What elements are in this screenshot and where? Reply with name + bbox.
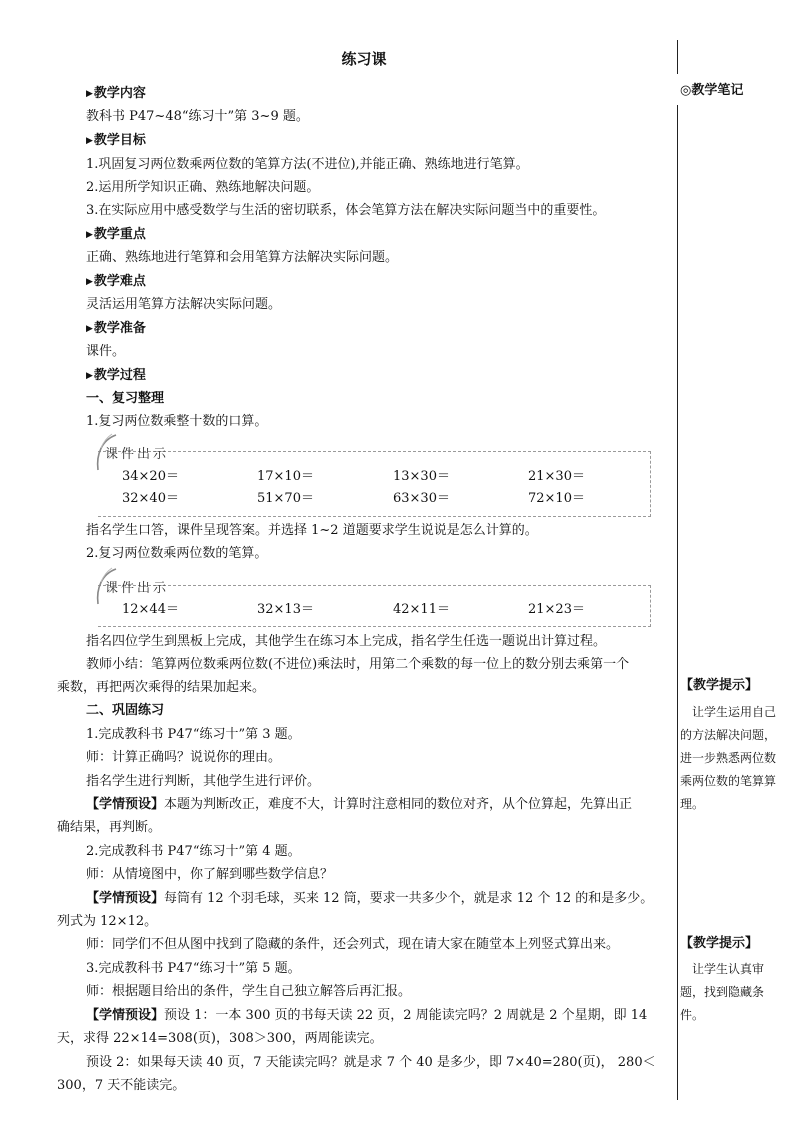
learning-preset: 列式为 12×12。: [57, 914, 158, 929]
math-expression: 32×40＝: [122, 491, 179, 506]
item-text: 指名学生进行判断，其他学生进行评价。: [86, 774, 321, 789]
item-text: 师：从情境图中，你了解到哪些数学信息？: [86, 867, 334, 882]
teaching-tip-text: 让学生运用自己的方法解决问题，进一步熟悉两位数乘两位数的笔算算理。: [680, 705, 777, 811]
learning-preset: 确结果，再判断。: [57, 820, 162, 835]
section-heading-process: ▶教学过程: [86, 368, 146, 383]
courseware-label: 课件出示: [105, 447, 170, 462]
teaching-tip-text: 让学生认真审题，找到隐藏条件。: [680, 962, 765, 1022]
item-text: 师：根据题目给出的条件，学生自己独立解答后再汇报。: [86, 984, 412, 999]
courseware-label: 课件出示: [105, 581, 170, 596]
difficulty-text: 灵活运用笔算方法解决实际问题。: [86, 297, 282, 312]
math-expression: 51×70＝: [257, 491, 314, 506]
learning-preset: 【学情预设】每筒有 12 个羽毛球，买来 12 筒，要求一共多少个，就是求 12 个 12 的和是多少。: [86, 891, 654, 906]
item-text: 师：计算正确吗？说说你的理由。: [86, 750, 282, 765]
math-expression: 21×23＝: [528, 602, 585, 617]
key-text: 正确、熟练地进行笔算和会用笔算方法解决实际问题。: [86, 250, 399, 265]
math-expression: 32×13＝: [257, 602, 314, 617]
section-heading-prep: ▶教学准备: [86, 321, 146, 336]
math-expression: 13×30＝: [393, 469, 450, 484]
teacher-summary: 教师小结：笔算两位数乘两位数(不进位)乘法时，用第二个乘数的每一位上的数分别去乘第一个: [86, 657, 630, 672]
math-expression: 72×10＝: [528, 491, 585, 506]
content-text: 教科书 P47~48“练习十”第 3~9 题。: [86, 109, 309, 124]
item-text: 师：同学们不但从图中找到了隐藏的条件，还会列式，现在请大家在随堂本上列竖式算出来。: [86, 937, 620, 952]
section-heading-difficulty: ▶教学难点: [86, 274, 146, 289]
part-heading: 二、巩固练习: [86, 703, 165, 718]
sidebar-divider: [677, 105, 678, 1100]
teaching-tip-label: 【教学提示】: [680, 678, 759, 693]
preset-text: 预设 2：如果每天读 40 页，7 天能读完吗？就是求 7 个 40 是多少，即 7×40=280(页)， 280＜: [86, 1055, 656, 1070]
prep-text: 课件。: [86, 344, 126, 359]
item-text: 1.完成教科书 P47“练习十”第 3 题。: [86, 727, 301, 742]
item-text: 2.复习两位数乘两位数的笔算。: [86, 546, 268, 561]
section-heading-content: ▶教学内容: [86, 86, 146, 101]
page-title: 练习课: [341, 50, 387, 68]
teaching-notes-label: ◎教学笔记: [680, 83, 744, 98]
math-expression: 21×30＝: [528, 469, 585, 484]
math-expression: 34×20＝: [122, 469, 179, 484]
math-expression: 63×30＝: [393, 491, 450, 506]
math-expression: 12×44＝: [122, 602, 179, 617]
section-heading-goals: ▶教学目标: [86, 133, 146, 148]
math-expression: 17×10＝: [257, 469, 314, 484]
goal-item: 3.在实际应用中感受数学与生活的密切联系，体会笔算方法在解决实际问题当中的重要性。: [86, 203, 606, 218]
goal-item: 1.巩固复习两位数乘两位数的笔算方法(不进位),并能正确、熟练地进行笔算。: [86, 157, 529, 172]
item-text: 指名四位学生到黑板上完成，其他学生在练习本上完成，指名学生任选一题说出计算过程。: [86, 634, 607, 649]
teacher-summary: 乘数，再把两次乘得的结果加起来。: [57, 680, 266, 695]
teaching-tip-label: 【教学提示】: [680, 936, 759, 951]
learning-preset: 天，求得 22×14=308(页)，308＞300，两周能读完。: [57, 1031, 383, 1046]
item-text: 2.完成教科书 P47“练习十”第 4 题。: [86, 844, 301, 859]
sidebar-divider-top: [677, 40, 678, 74]
learning-preset: 【学情预设】本题为判断改正，难度不大，计算时注意相同的数位对齐，从个位算起，先算出正: [86, 797, 633, 812]
section-heading-key: ▶教学重点: [86, 227, 146, 242]
item-text: 1.复习两位数乘整十数的口算。: [86, 414, 268, 429]
item-text: 指名学生口答，课件呈现答案。并选择 1~2 道题要求学生说说是怎么计算的。: [86, 523, 538, 538]
part-heading: 一、复习整理: [86, 391, 165, 406]
learning-preset: 【学情预设】预设 1：一本 300 页的书每天读 22 页，2 周能读完吗？2 周就是 2 个星期，即 14: [86, 1008, 648, 1023]
math-expression: 42×11＝: [393, 602, 450, 617]
goal-item: 2.运用所学知识正确、熟练地解决问题。: [86, 180, 320, 195]
preset-text: 300，7 天不能读完。: [57, 1078, 186, 1093]
item-text: 3.完成教科书 P47“练习十”第 5 题。: [86, 961, 301, 976]
